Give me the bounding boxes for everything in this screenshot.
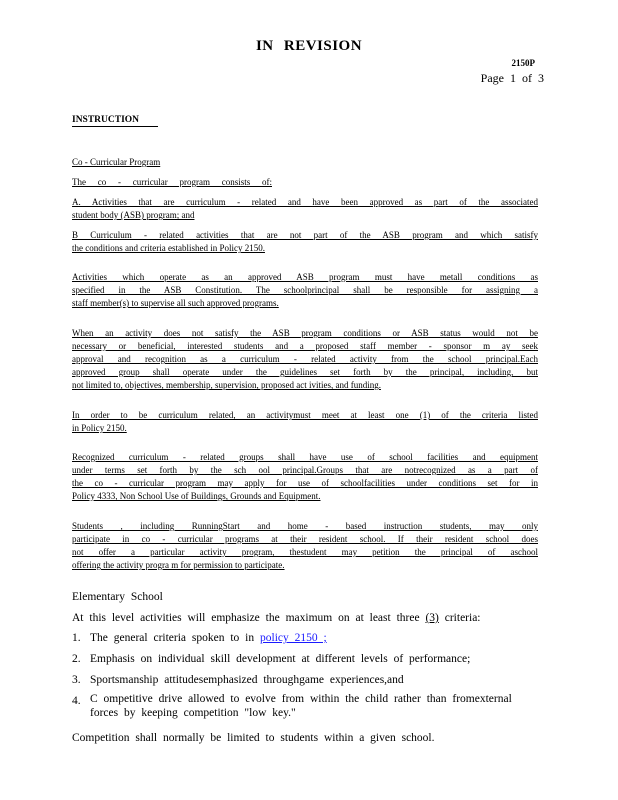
policy-code: 2150P — [511, 58, 535, 68]
paragraph-line: not limited to, objectives, membership, supervision, proposed act ivities, and funding. — [72, 380, 381, 390]
paragraph-line: Students , including RunningStart and home - based instruction students, may only — [72, 521, 538, 531]
paragraph-line: approval and recognition as a curriculum - related activity from the school principal.Each — [72, 354, 538, 364]
elementary-intro — [72, 609, 540, 628]
policy-paragraph — [72, 409, 538, 435]
paragraph-line: the conditions and criteria established in Policy 2150. — [72, 243, 265, 253]
policy-paragraph — [72, 451, 538, 503]
list-text: The general criteria spoken to in policy 2150 ; — [90, 632, 327, 644]
list-item — [72, 671, 540, 690]
paragraph-line: student body (ASB) program; and — [72, 210, 195, 220]
paragraph-line: A. Activities that are curriculum - related and have been approved as part of the associated — [72, 197, 538, 207]
list-number: 3. — [72, 674, 81, 686]
paragraph-line: the co - curricular program may apply for use of schoolfacilities under conditions set for in — [72, 478, 538, 488]
paragraph-line: The co - curricular program consists of: — [72, 177, 272, 187]
policy-paragraph — [72, 196, 538, 222]
instruction-underline — [72, 126, 158, 127]
elementary-title: Elementary School — [72, 591, 163, 603]
list-text: Sportsmanship attitudesemphasized throughgame experiences,and — [90, 674, 404, 686]
paragraph-line: participate in co - curricular programs at their resident school. If their resident school does — [72, 534, 538, 544]
paragraph-line: Activities which operate as an approved ASB program must have metall conditions as — [72, 272, 538, 282]
policy-paragraph — [72, 327, 538, 392]
paragraph-line: not offer a particular activity program, thestudent may petition the principal of aschool — [72, 547, 538, 557]
instruction-label: INSTRUCTION — [72, 115, 140, 125]
document-title: IN REVISION — [255, 38, 363, 54]
page-number: Page 1 of 3 — [480, 71, 544, 85]
policy-paragraph — [72, 229, 538, 255]
criteria-list — [72, 629, 540, 720]
paragraph-line: approved group shall operate under the guidelines set forth by the principal, including, but — [72, 367, 538, 377]
policy-paragraph — [72, 271, 538, 310]
list-number: 2. — [72, 653, 81, 665]
paragraph-line: When an activity does not satisfy the ASB program conditions or ASB status would not be — [72, 328, 538, 338]
policy-paragraph — [72, 176, 272, 189]
section-title: Co - Curricular Program — [72, 157, 161, 167]
intro-number: (3) — [425, 612, 439, 624]
policy-paragraph — [72, 520, 538, 572]
paragraph-line: Policy 4333, Non School Use of Buildings, Grounds and Equipment. — [72, 491, 321, 501]
paragraph-line: In order to be curriculum related, an activitymust meet at least one (1) of the criteria listed — [72, 410, 538, 420]
paragraph-line: staff member(s) to supervise all such approved programs. — [72, 298, 279, 308]
paragraph-line: offering the activity progra m for permission to participate. — [72, 560, 285, 570]
paragraph-line: specified in the ASB Constitution. The schoolprincipal shall be responsible for assigning a — [72, 285, 538, 295]
list-item — [72, 629, 540, 648]
intro-suffix: criteria: — [438, 612, 481, 624]
policy-2150-link[interactable]: policy 2150 ; — [260, 632, 327, 644]
intro-text: At this level activities will emphasize the maximum on at least three — [72, 612, 420, 624]
list-text: C ompetitive drive allowed to evolve from within the child rather than fromexternal forces by keeping competition "low key." — [90, 693, 512, 719]
closing-statement: Competition shall normally be limited to students within a given school. — [72, 732, 435, 744]
list-item — [72, 692, 540, 720]
list-number: 4. — [72, 695, 81, 707]
paragraph-line: under terms set forth by the sch ool principal.Groups that are notrecognized as a part of — [72, 465, 538, 475]
list-item — [72, 650, 540, 669]
paragraph-line: B Curriculum - related activities that are not part of the ASB program and which satisfy — [72, 230, 538, 240]
paragraph-line: necessary or beneficial, interested students and a proposed staff member - sponsor m ay seek — [72, 341, 538, 351]
paragraph-line: in Policy 2150. — [72, 423, 127, 433]
paragraph-line: Recognized curriculum - related groups shall have use of school facilities and equipment — [72, 452, 538, 462]
list-number: 1. — [72, 632, 81, 644]
list-text: Emphasis on individual skill development at different levels of performance; — [90, 653, 471, 665]
